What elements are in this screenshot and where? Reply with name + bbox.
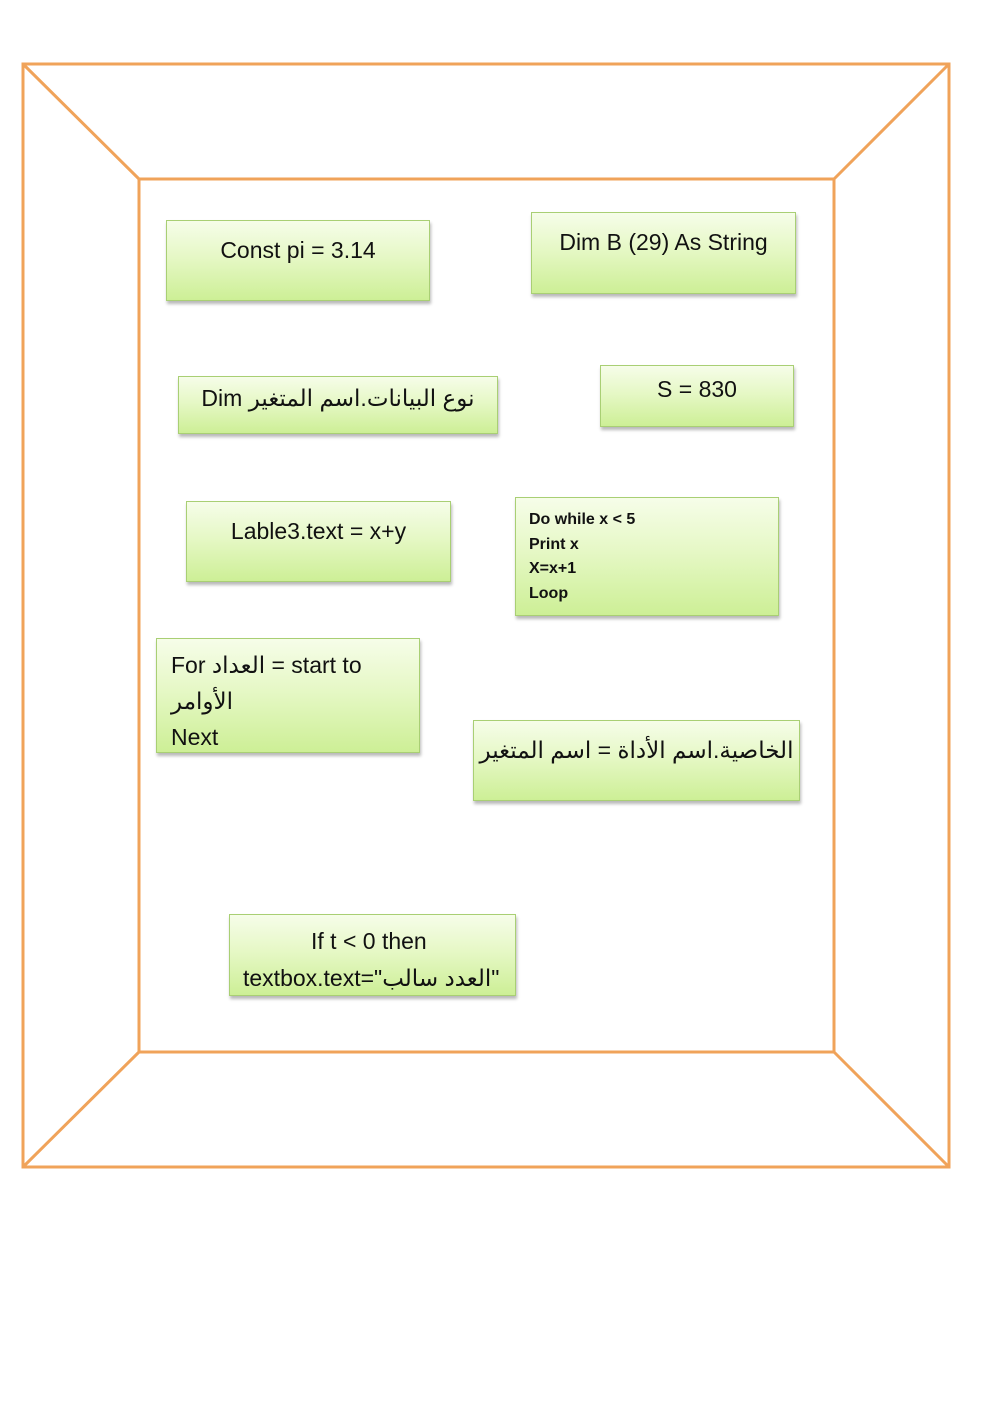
for-loop-line: الأوامر: [171, 688, 234, 714]
do-while-line: Loop: [529, 584, 569, 602]
frame-corner-bottom-right: [834, 1052, 949, 1167]
do-while-line: X=x+1: [529, 560, 577, 577]
card-property-assign-text: الخاصية.اسم الأداة = اسم المتغير: [479, 737, 794, 763]
frame-corner-top-left: [23, 64, 139, 179]
card-s-assign[interactable]: [600, 365, 794, 427]
card-const-pi-text: Const pi = 3.14: [220, 237, 376, 263]
for-loop-line: For العداد = start to: [171, 652, 362, 678]
card-s-assign-text: S = 830: [657, 376, 737, 402]
card-dim-declaration[interactable]: [178, 376, 498, 434]
for-loop-line: Next: [171, 724, 219, 750]
card-dim-declaration-text: Dim نوع البيانات.اسم المتغير: [201, 385, 475, 411]
do-while-line: Print x: [529, 535, 579, 553]
card-label-text[interactable]: [186, 501, 451, 582]
card-for-loop[interactable]: [156, 638, 420, 753]
card-if-then[interactable]: [229, 914, 516, 996]
card-const-pi[interactable]: [166, 220, 430, 301]
if-then-line: textbox.text="العدد سالب": [243, 965, 500, 991]
frame-corner-bottom-left: [23, 1052, 139, 1167]
do-while-line: Do while x < 5: [529, 511, 636, 528]
card-property-assign[interactable]: [473, 720, 800, 801]
frame-corner-top-right: [834, 64, 949, 179]
card-dim-b-text: Dim B (29) As String: [559, 229, 768, 255]
outer-frame: [23, 64, 949, 1167]
card-label-text-text: Lable3.text = x+y: [230, 518, 407, 544]
card-dim-b[interactable]: [531, 212, 796, 294]
card-do-while[interactable]: [515, 497, 779, 616]
if-then-line: If t < 0 then: [311, 928, 427, 954]
